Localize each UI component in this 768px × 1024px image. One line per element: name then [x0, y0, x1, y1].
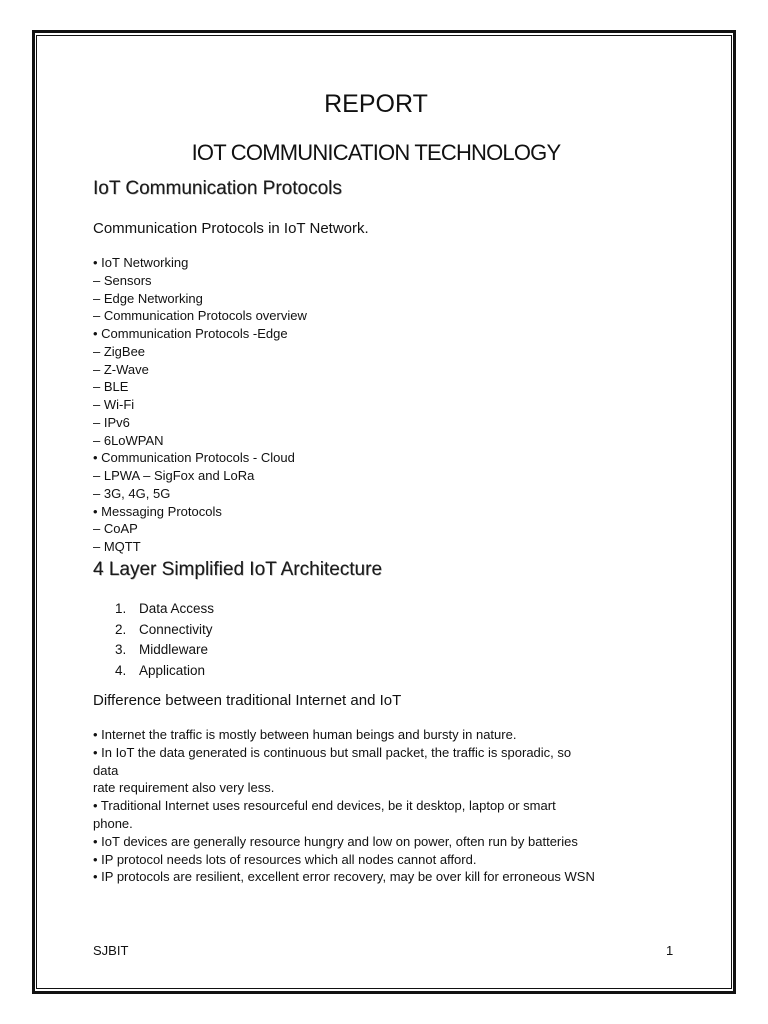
- protocol-list-item: – ZigBee: [93, 343, 146, 359]
- difference-list-item: • Traditional Internet uses resourceful end devices, be it desktop, laptop or smart: [93, 798, 556, 814]
- difference-list-item: data: [93, 762, 119, 778]
- protocol-list-item: • IoT Networking: [93, 255, 189, 270]
- protocol-list-item: – Wi-Fi: [93, 397, 135, 412]
- protocol-list-item: – BLE: [93, 379, 129, 395]
- report-title: REPORT: [324, 90, 428, 118]
- footer-institution: SJBIT: [93, 943, 129, 958]
- difference-list-item: • IP protocol needs lots of resources which all nodes cannot afford.: [93, 851, 477, 867]
- protocol-list-item: – Sensors: [93, 272, 152, 288]
- list-label: Application: [139, 663, 206, 679]
- protocol-list-item: – Edge Networking: [93, 290, 203, 306]
- list-number: 4.: [115, 663, 127, 679]
- list-number: 2.: [115, 621, 127, 637]
- list-label: Connectivity: [139, 621, 213, 637]
- protocol-list-item: – IPv6: [93, 414, 130, 430]
- architecture-list: [115, 599, 214, 682]
- difference-list-item: • IoT devices are generally resource hungry and low on power, often run by batteries: [93, 833, 578, 849]
- protocol-list-item: – 3G, 4G, 5G: [93, 485, 171, 501]
- difference-heading: Difference between traditional Internet and IoT: [93, 692, 402, 709]
- difference-list-item: rate requirement also very less.: [93, 780, 275, 796]
- difference-list-item: • In IoT the data generated is continuous but small packet, the traffic is sporadic, so: [93, 744, 572, 760]
- architecture-list-item: [115, 640, 214, 661]
- protocol-list-item: – LPWA – SigFox and LoRa: [93, 468, 255, 483]
- section-heading-architecture: 4 Layer Simplified IoT Architecture: [93, 559, 383, 580]
- architecture-list-item: [115, 620, 214, 641]
- architecture-list-item: [115, 661, 214, 682]
- report-subtitle: IOT COMMUNICATION TECHNOLOGY: [191, 140, 561, 165]
- protocol-list-item: • Messaging Protocols: [93, 503, 222, 519]
- difference-list: [93, 726, 683, 886]
- protocol-list-item: – Z-Wave: [93, 361, 149, 377]
- protocol-list-item: • Communication Protocols - Cloud: [93, 450, 295, 466]
- protocol-list-item: • Communication Protocols -Edge: [93, 326, 288, 341]
- protocol-list: [93, 254, 307, 556]
- protocol-list-item: – MQTT: [93, 539, 141, 554]
- list-label: Data Access: [139, 601, 215, 616]
- difference-list-item: • IP protocols are resilient, excellent error recovery, may be over kill for erroneous WSN: [93, 869, 595, 885]
- difference-list-item: • Internet the traffic is mostly between human beings and bursty in nature.: [93, 727, 517, 742]
- list-number: 1.: [115, 601, 127, 616]
- protocol-list-item: – 6LoWPAN: [93, 432, 164, 448]
- list-number: 3.: [115, 642, 127, 658]
- protocol-list-item: – Communication Protocols overview: [93, 308, 307, 324]
- list-label: Middleware: [139, 642, 209, 658]
- difference-list-item: phone.: [93, 815, 133, 831]
- section-heading-protocols: IoT Communication Protocols: [93, 178, 342, 199]
- footer-page-number: 1: [666, 943, 674, 958]
- protocol-list-item: – CoAP: [93, 521, 138, 537]
- architecture-list-item: [115, 599, 214, 620]
- protocols-intro: Communication Protocols in IoT Network.: [93, 220, 369, 237]
